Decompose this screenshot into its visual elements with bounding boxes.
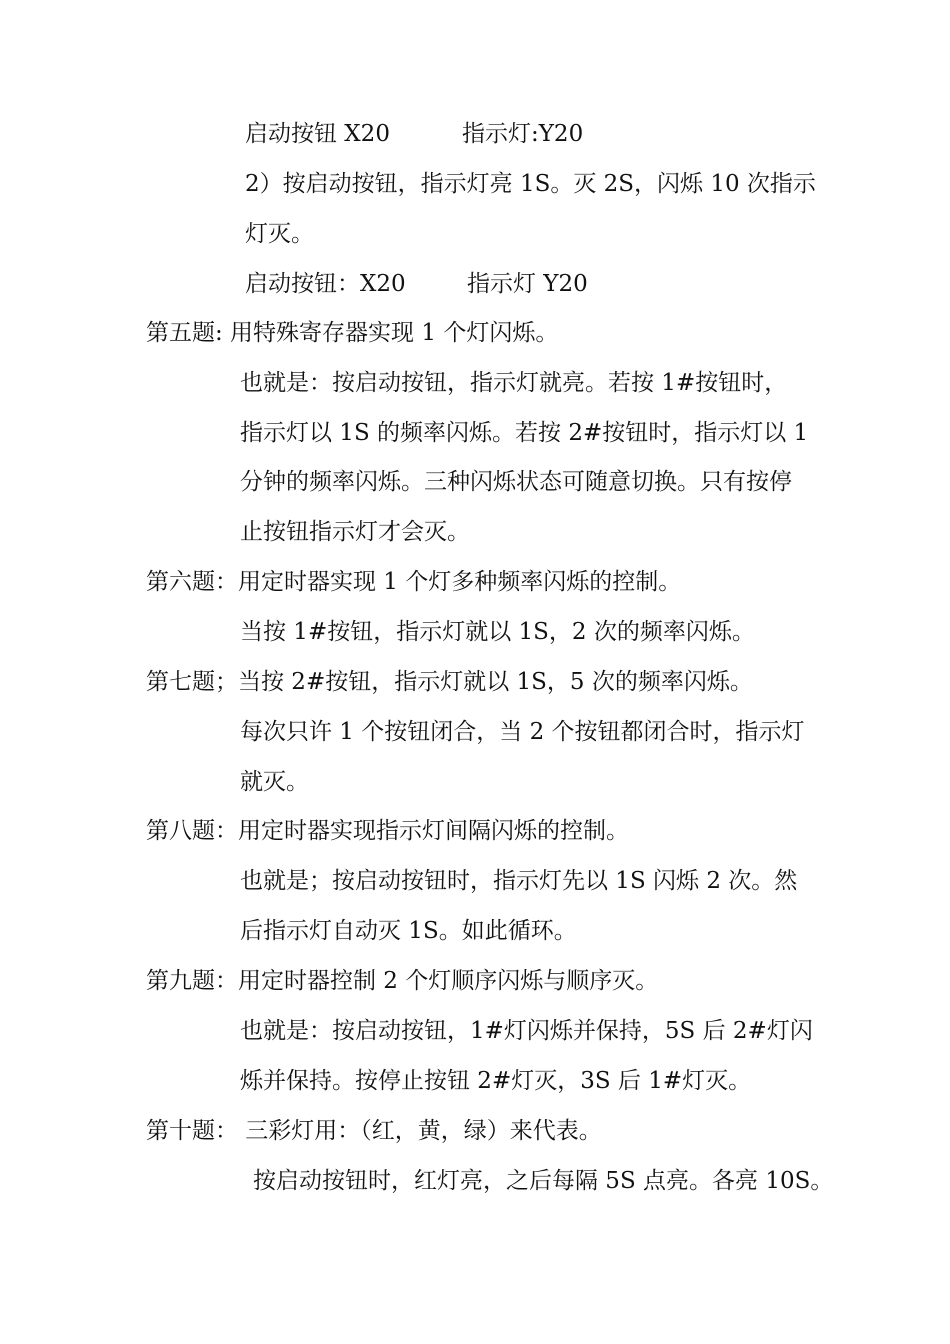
text-line-8: 分钟的频率闪烁。三种闪烁状态可随意切换。只有按停 — [240, 469, 792, 495]
text-line-13: 每次只许 1 个按钮闭合，当 2 个按钮都闭合时，指示灯 — [240, 719, 805, 745]
text-line-9: 止按钮指示灯才会灭。 — [240, 519, 470, 545]
text-line-3: 灯灭。 — [245, 221, 314, 247]
question-8-title: 第八题：用定时器实现指示灯间隔闪烁的控制。 — [146, 818, 629, 844]
text-line-7: 指示灯以 1S 的频率闪烁。若按 2#按钮时，指示灯以 1 — [240, 420, 809, 446]
question-9-title: 第九题：用定时器控制 2 个灯顺序闪烁与顺序灭。 — [146, 968, 659, 994]
question-10-title: 第十题： 三彩灯用：（红，黄，绿）来代表。 — [146, 1118, 602, 1144]
text-line-6: 也就是：按启动按钮，指示灯就亮。若按 1#按钮时， — [240, 370, 788, 396]
text-line-14: 就灭。 — [240, 769, 309, 795]
text-line-19: 也就是：按启动按钮，1#灯闪烁并保持，5S 后 2#灯闪 — [240, 1018, 813, 1044]
text-line-1a: 启动按钮 X20 — [245, 121, 390, 147]
text-line-22: 按启动按钮时，红灯亮，之后每隔 5S 点亮。各亮 10S。 — [253, 1168, 834, 1194]
text-line-1b: 指示灯:Y20 — [462, 121, 584, 147]
question-5-title: 第五题: 用特殊寄存器实现 1 个灯闪烁。 — [146, 320, 559, 346]
text-line-17: 后指示灯自动灭 1S。如此循环。 — [240, 918, 577, 944]
text-line-4a: 启动按钮：X20 — [245, 271, 406, 297]
text-line-16: 也就是；按启动按钮时，指示灯先以 1S 闪烁 2 次。然 — [240, 868, 798, 894]
text-line-20: 烁并保持。按停止按钮 2#灯灭，3S 后 1#灯灭。 — [240, 1068, 752, 1094]
question-6-title: 第六题：用定时器实现 1 个灯多种频率闪烁的控制。 — [146, 569, 682, 595]
text-line-2: 2）按启动按钮，指示灯亮 1S。灭 2S，闪烁 10 次指示 — [245, 171, 816, 197]
text-line-4b: 指示灯 Y20 — [467, 271, 588, 297]
question-7-title: 第七题；当按 2#按钮，指示灯就以 1S，5 次的频率闪烁。 — [146, 669, 753, 695]
text-line-11: 当按 1#按钮，指示灯就以 1S，2 次的频率闪烁。 — [240, 619, 755, 645]
